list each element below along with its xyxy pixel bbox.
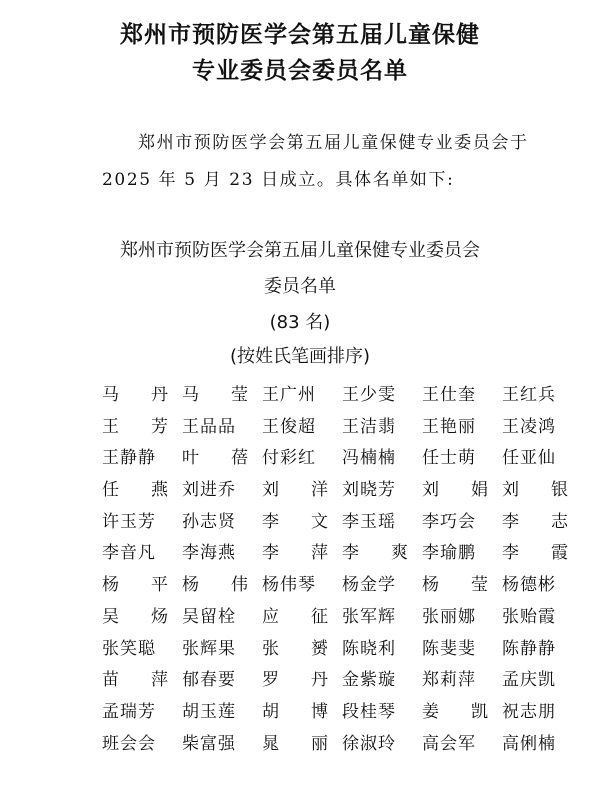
- member-name-char: 炀: [151, 606, 168, 627]
- member-name: 金紫璇: [342, 670, 396, 691]
- member-name: 班会会: [102, 733, 156, 754]
- member-name: 付彩红: [262, 448, 316, 469]
- member-name-char: 燕: [151, 480, 168, 501]
- member-name-char: 银: [551, 480, 568, 501]
- member-name-char: 芳: [151, 416, 168, 437]
- member-name: [262, 636, 328, 668]
- member-name: 张丽娜: [422, 606, 476, 627]
- member-name: 王艳丽: [422, 416, 476, 437]
- list-title-line2: 委员名单: [264, 276, 336, 297]
- member-name: 陈斐斐: [422, 638, 476, 659]
- member-name: 李巧会: [422, 511, 476, 532]
- member-name-char: 苗: [102, 670, 119, 691]
- member-name: 陈静静: [502, 638, 556, 659]
- member-name: [102, 382, 168, 414]
- member-name: [182, 445, 248, 477]
- member-name: 任亚仙: [502, 448, 556, 469]
- member-name: 王品品: [182, 416, 236, 437]
- member-name: 段桂琴: [342, 701, 396, 722]
- member-name: [502, 477, 568, 509]
- intro-paragraph-line2: 2025 年 5 月 23 日成立。具体名单如下:: [102, 170, 455, 190]
- member-name: 张辉果: [182, 638, 236, 659]
- member-name: 吴留栓: [182, 606, 236, 627]
- member-name: [182, 572, 248, 604]
- member-name: 王俊超: [262, 416, 316, 437]
- member-name-char: 胡: [262, 701, 279, 722]
- member-name: [262, 699, 328, 731]
- member-name-char: 刘: [262, 480, 279, 501]
- member-name: 王少雯: [342, 385, 396, 405]
- member-name-char: 李: [502, 543, 519, 564]
- member-name: 李瑜鹏: [422, 543, 476, 564]
- member-name-grid: [102, 382, 582, 762]
- member-name: [262, 731, 328, 763]
- member-name-char: 姜: [422, 701, 439, 722]
- document-title-line1: 郑州市预防医学会第五届儿童保健: [120, 22, 480, 48]
- member-name-char: 吴: [102, 606, 119, 627]
- member-name: [342, 540, 408, 572]
- member-name: 陈晓利: [342, 638, 396, 659]
- member-name: 柴富强: [182, 733, 236, 754]
- member-name-char: 丹: [311, 670, 328, 691]
- member-name-char: 李: [262, 511, 279, 532]
- member-name: 王红兵: [502, 385, 556, 405]
- member-name-char: 娟: [471, 480, 488, 501]
- member-name-char: 丽: [311, 733, 328, 754]
- member-name-char: 洋: [311, 480, 328, 501]
- member-name: 高俐楠: [502, 733, 556, 754]
- member-name-char: 刘: [502, 480, 519, 501]
- member-name: [502, 509, 568, 541]
- member-name: 李海燕: [182, 543, 236, 564]
- member-name: 孙志贤: [182, 511, 236, 532]
- member-name-char: 萍: [311, 543, 328, 564]
- member-name-char: 李: [502, 511, 519, 532]
- member-name-char: 李: [342, 543, 359, 564]
- member-name-char: 志: [551, 511, 568, 532]
- member-name: 王静静: [102, 448, 156, 469]
- member-name: [102, 414, 168, 446]
- member-name-char: 赟: [311, 638, 328, 659]
- member-name: 王凌鸿: [502, 416, 556, 437]
- member-name: 孟瑞芳: [102, 701, 156, 722]
- member-name: [262, 509, 328, 541]
- list-title-line1: 郑州市预防医学会第五届儿童保健专业委员会: [120, 240, 480, 261]
- member-name-char: 任: [102, 480, 119, 501]
- member-name: 杨伟琴: [262, 575, 316, 596]
- member-name: 王广州: [262, 385, 316, 405]
- member-name: [262, 477, 328, 509]
- member-name: [262, 604, 328, 636]
- member-name: 郁春要: [182, 670, 236, 691]
- member-name-char: 王: [102, 416, 119, 437]
- member-name-char: 马: [102, 385, 119, 405]
- member-name: 许玉芳: [102, 511, 156, 532]
- member-name: 任士萌: [422, 448, 476, 469]
- member-name-char: 征: [311, 606, 328, 627]
- member-name: 张贻霞: [502, 606, 556, 627]
- member-name: 刘进乔: [182, 480, 236, 501]
- member-name: [102, 477, 168, 509]
- member-name: 杨德彬: [502, 575, 556, 596]
- member-name-char: 晁: [262, 733, 279, 754]
- member-name: [502, 540, 568, 572]
- member-name-char: 莹: [471, 575, 488, 596]
- member-name-char: 杨: [102, 575, 119, 596]
- member-name-char: 叶: [182, 448, 199, 469]
- member-name-char: 文: [311, 511, 328, 532]
- member-name-char: 张: [262, 638, 279, 659]
- member-name-char: 马: [182, 385, 199, 405]
- member-name: 郑莉萍: [422, 670, 476, 691]
- member-name: 张笑聪: [102, 638, 156, 659]
- member-name-char: 博: [311, 701, 328, 722]
- member-name: 杨金学: [342, 575, 396, 596]
- member-name-char: 平: [151, 575, 168, 596]
- member-name: [262, 667, 328, 699]
- member-name-char: 爽: [391, 543, 408, 564]
- member-name-char: 霞: [551, 543, 568, 564]
- member-name: 高会军: [422, 733, 476, 754]
- member-name-char: 伟: [231, 575, 248, 596]
- member-count: (83 名): [269, 312, 331, 333]
- member-name: 李音凡: [102, 543, 156, 564]
- member-name: [102, 667, 168, 699]
- member-name-char: 李: [262, 543, 279, 564]
- intro-paragraph-line1: 郑州市预防医学会第五届儿童保健专业委员会于: [138, 133, 529, 153]
- member-name: [422, 477, 488, 509]
- member-name: 冯楠楠: [342, 448, 396, 469]
- member-name-char: 凯: [471, 701, 488, 722]
- member-name: 孟庆凯: [502, 670, 556, 691]
- member-name: 徐淑玲: [342, 733, 396, 754]
- member-name: 王仕奎: [422, 385, 476, 405]
- member-name-char: 杨: [422, 575, 439, 596]
- member-name: 王洁翡: [342, 416, 396, 437]
- member-name-char: 刘: [422, 480, 439, 501]
- member-name: 祝志朋: [502, 701, 556, 722]
- member-name: 张军辉: [342, 606, 396, 627]
- member-name: [422, 699, 488, 731]
- member-name-char: 蓓: [231, 448, 248, 469]
- member-name-char: 罗: [262, 670, 279, 691]
- member-name: [102, 604, 168, 636]
- member-name-char: 萍: [151, 670, 168, 691]
- member-name-char: 丹: [151, 385, 168, 405]
- member-name: 胡玉莲: [182, 701, 236, 722]
- document-title-line2: 专业委员会委员名单: [192, 58, 408, 84]
- member-name: [102, 572, 168, 604]
- member-name-char: 杨: [182, 575, 199, 596]
- member-name-char: 莹: [231, 385, 248, 405]
- member-name: [422, 572, 488, 604]
- member-name: [182, 382, 248, 414]
- member-name: 李玉瑶: [342, 511, 396, 532]
- member-name: [262, 540, 328, 572]
- member-name-char: 应: [262, 606, 279, 627]
- sort-order-note: (按姓氏笔画排序): [229, 346, 371, 367]
- member-name: 刘晓芳: [342, 480, 396, 501]
